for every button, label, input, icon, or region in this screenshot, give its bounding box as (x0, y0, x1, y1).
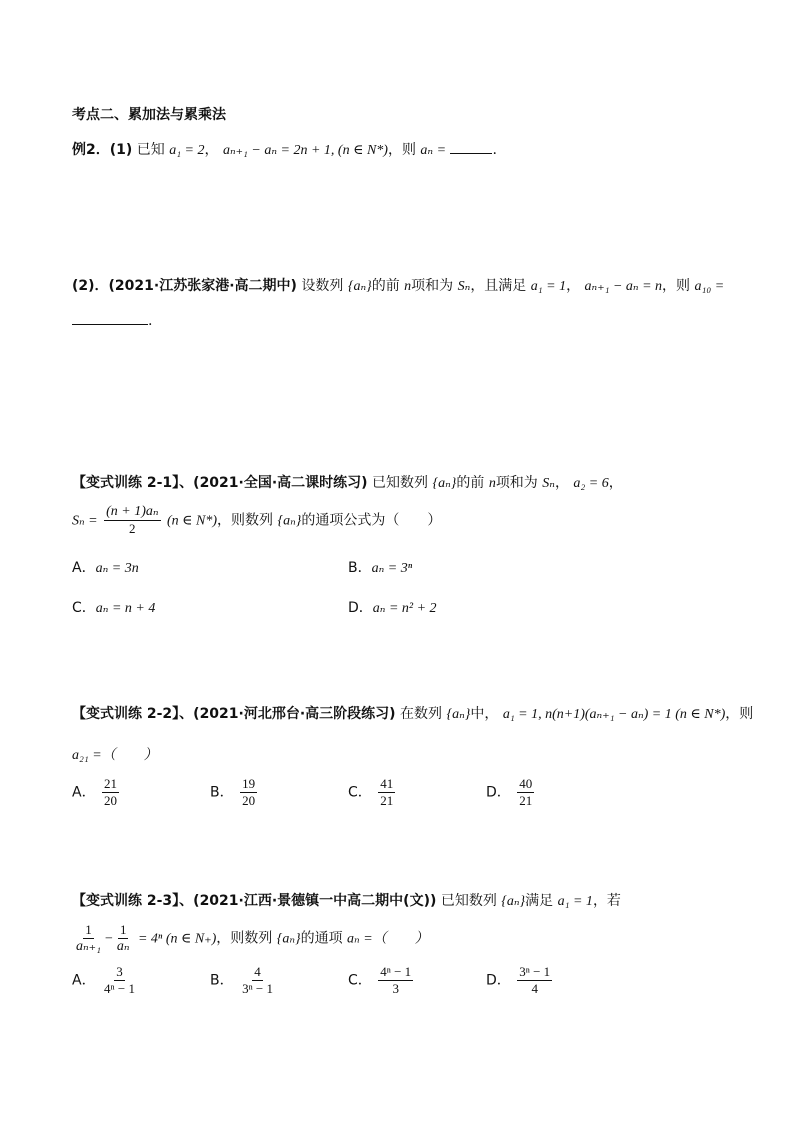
text: ，则 (387, 142, 416, 158)
equation: {aₙ} (432, 476, 457, 491)
option-key: C． (348, 972, 372, 989)
fraction-numerator: (n + 1)aₙ (106, 504, 159, 519)
variant-label: 【变式训练 2-2】、(2021·河北邢台·高三阶段练习) (72, 706, 396, 722)
fraction-denominator: 20 (242, 793, 256, 808)
text: ，则数列 (217, 512, 274, 529)
text: . (148, 313, 153, 329)
variant-label: 【变式训练 2-3】、(2021·江西·景德镇一中高二期中(文)) (72, 893, 437, 909)
variant-2-2-question (72, 744, 158, 764)
fraction (102, 964, 137, 997)
fraction (517, 964, 552, 997)
option-key: D． (348, 600, 373, 616)
text: . (492, 142, 497, 158)
equation: Sₙ (457, 279, 471, 294)
equation: aₙ =（ ） (347, 931, 429, 947)
option-key: B． (348, 560, 372, 576)
option-b[interactable] (210, 776, 259, 809)
fraction-numerator: 41 (380, 776, 394, 791)
equation: a₁₀ = (694, 279, 725, 294)
equation: {aₙ} (277, 513, 302, 529)
fraction-numerator: 4ⁿ − 1 (380, 964, 412, 979)
equation: a₁ = 1 (530, 279, 567, 294)
fraction-numerator: 1 (85, 922, 92, 937)
option-a[interactable] (72, 557, 139, 577)
text: 项和为 (495, 475, 538, 491)
equation: {aₙ} (446, 707, 471, 722)
text: ，则 (662, 278, 691, 294)
equation: {aₙ} (276, 931, 301, 947)
fraction-denominator: 3ⁿ − 1 (242, 981, 273, 996)
option-c[interactable] (72, 597, 155, 617)
fraction (102, 776, 119, 809)
option-key: A． (72, 784, 96, 801)
text: ， (566, 278, 581, 294)
fraction-numerator: 1 (119, 922, 127, 937)
answer-blank[interactable] (450, 141, 492, 154)
example-2-part-2 (72, 275, 724, 295)
variant-2-1-formula-line (72, 504, 441, 537)
option-key: B． (210, 784, 234, 801)
fraction-numerator: 21 (104, 776, 118, 791)
equation: n (404, 279, 412, 294)
fraction (378, 964, 413, 997)
text: ，则 (725, 706, 754, 722)
equation: {aₙ} (501, 894, 526, 909)
fraction-denominator: 4 (531, 981, 538, 996)
text: 在数列 (400, 706, 443, 722)
text: 满足 (525, 893, 554, 909)
option-key: C． (348, 784, 372, 801)
fraction (378, 776, 395, 809)
example-label: 例2．(1) (72, 142, 133, 158)
equation: a₂₁ =（ ） (72, 748, 158, 763)
option-a[interactable] (72, 964, 139, 997)
equation: a₁ = 1 (557, 894, 593, 909)
equation: a₁ = 2 (169, 143, 205, 158)
equation: a₁ = 1, n(n+1)(aₙ₊₁ − aₙ) = 1 (n ∈ N*) (502, 707, 726, 722)
equation: = 4ⁿ (n ∈ N₊) (137, 931, 217, 947)
equation: a₂ = 6 (573, 476, 609, 491)
fraction-denominator: 20 (104, 793, 118, 808)
fraction-numerator: 3 (116, 964, 123, 979)
option-c[interactable] (348, 776, 397, 809)
option-value: aₙ = 3ⁿ (371, 561, 413, 576)
equation: (n ∈ N*) (166, 513, 218, 529)
fraction-denominator: 3 (392, 981, 399, 996)
text: ， (204, 142, 219, 158)
variant-label: 【变式训练 2-1】、(2021·全国·高二课时练习) (72, 475, 368, 491)
text: 的通项公式为（ ） (301, 512, 442, 529)
text: 中， (470, 706, 499, 722)
option-value: aₙ = n² + 2 (372, 601, 437, 616)
text: 项和为 (411, 278, 454, 294)
fraction-denominator: aₙ (116, 939, 130, 954)
text: 已知数列 (372, 475, 429, 491)
equation: n (488, 476, 496, 491)
text: 已知数列 (440, 893, 497, 909)
option-b[interactable] (348, 557, 412, 577)
option-value: aₙ = 3n (95, 561, 139, 576)
equation: aₙ₊₁ − aₙ = n (584, 279, 663, 294)
text: 已知 (136, 142, 165, 158)
section-title: 考点二、累加法与累乘法 (72, 107, 226, 123)
option-b[interactable] (210, 964, 277, 997)
equation: Sₙ (542, 476, 555, 491)
option-key: D． (486, 972, 511, 989)
option-d[interactable] (486, 776, 536, 809)
fraction-numerator: 19 (242, 776, 256, 791)
text: 的前 (456, 475, 485, 491)
variant-2-1-stem (72, 472, 623, 492)
option-d[interactable] (348, 597, 437, 617)
fraction (74, 922, 103, 955)
text: 设数列 (301, 278, 344, 294)
option-c[interactable] (348, 964, 415, 997)
text: 的通项 (300, 930, 343, 947)
example-2-part-1 (72, 139, 497, 159)
text: 的前 (371, 278, 400, 294)
option-key: C． (72, 600, 96, 616)
fraction (517, 776, 534, 809)
minus-sign: − (104, 931, 113, 947)
text: ， (608, 475, 623, 491)
fraction-numerator: 3ⁿ − 1 (519, 964, 551, 979)
fraction-denominator: 21 (380, 793, 394, 808)
fraction (240, 776, 257, 809)
fraction (104, 504, 160, 537)
answer-blank[interactable] (72, 312, 148, 325)
option-value: aₙ = n + 4 (95, 601, 156, 616)
option-a[interactable] (72, 776, 121, 809)
fraction-numerator: 40 (519, 776, 533, 791)
variant-2-3-stem (72, 890, 621, 910)
text: ， (554, 475, 569, 491)
fraction-denominator: 2 (129, 521, 136, 536)
equation: {aₙ} (347, 279, 372, 294)
option-d[interactable] (486, 964, 554, 997)
variant-2-3-formula-line (72, 922, 429, 955)
equation: aₙ₊₁ − aₙ = 2n + 1, (n ∈ N*) (222, 143, 388, 158)
variant-2-2-stem (72, 703, 753, 723)
equation: Sₙ = (72, 513, 98, 529)
option-key: D． (486, 784, 511, 801)
text: ，若 (592, 893, 621, 909)
fraction (240, 964, 275, 997)
text: ，则数列 (216, 930, 273, 947)
text: ，且满足 (470, 278, 527, 294)
equation: aₙ = (420, 143, 447, 158)
example-label: (2)．(2021·江苏张家港·高二期中) (72, 278, 297, 294)
option-key: A． (72, 560, 96, 576)
fraction-numerator: 4 (254, 964, 261, 979)
fraction-denominator: aₙ₊₁ (76, 939, 101, 954)
fraction (115, 922, 132, 955)
option-key: B． (210, 972, 234, 989)
fraction-denominator: 21 (519, 793, 533, 808)
example-2-part-2-blank-line (72, 312, 152, 329)
fraction-denominator: 4ⁿ − 1 (104, 981, 135, 996)
option-key: A． (72, 972, 96, 989)
